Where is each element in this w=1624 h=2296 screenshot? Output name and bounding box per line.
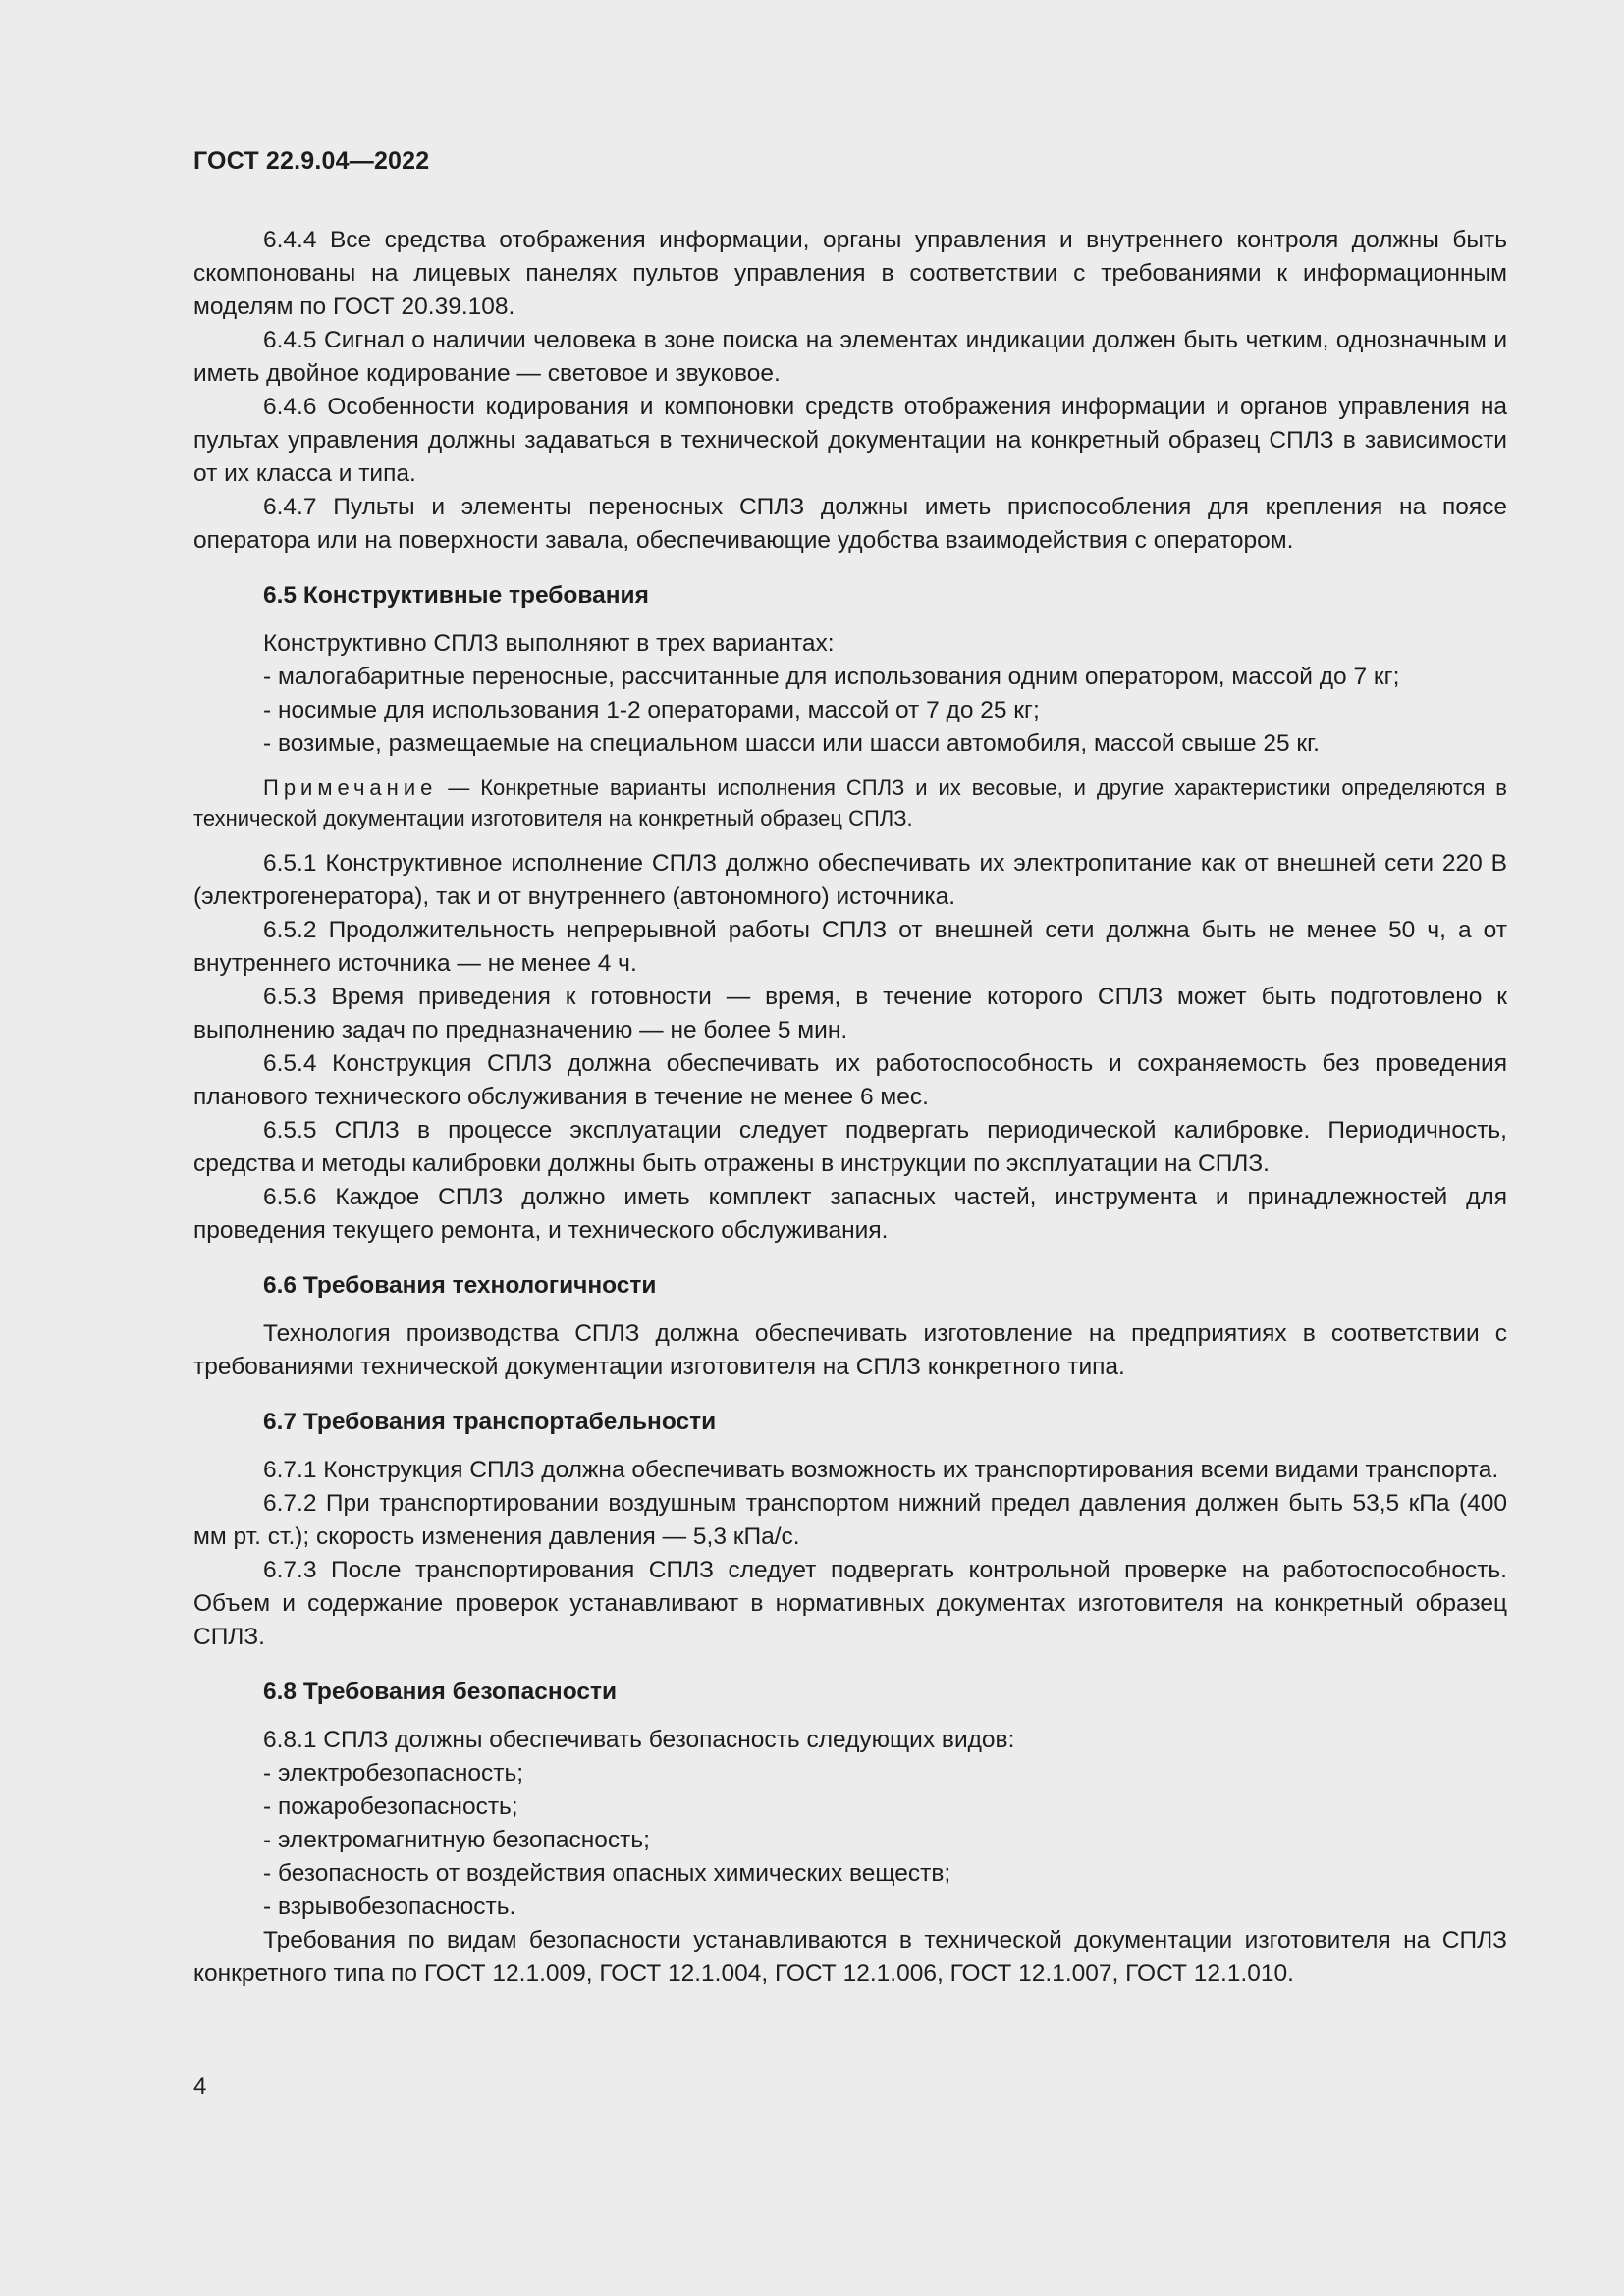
paragraph-6-7-3: 6.7.3 После транспортирования СПЛЗ следует подвергать контрольной проверке на работоспособность. Объем и содержание проверок устанавливают в нормативных документах изготовителя на конкретный образец СПЛЗ. <box>193 1557 1507 1650</box>
paragraph-6-5-1: 6.5.1 Конструктивное исполнение СПЛЗ должно обеспечивать их электропитание как от внешней сети 220 В (электрогенератора), так и от внутреннего (автономного) источника. <box>193 850 1507 910</box>
page-number: 4 <box>193 2073 207 2100</box>
list-item-chemical-safety: - безопасность от воздействия опасных химических веществ; <box>263 1860 951 1887</box>
paragraph-6-5-3: 6.5.3 Время приведения к готовности — время, в течение которого СПЛЗ может быть подготовлено к выполнению задач по предназначению — не более 5 мин. <box>193 984 1507 1043</box>
paragraph-6-4-4: 6.4.4 Все средства отображения информации, органы управления и внутреннего контроля должны быть скомпонованы на лицевых панелях пультов управления в соответствии с требованиями к информационным моделям по ГОСТ 20.39.108. <box>193 227 1507 320</box>
paragraph-6-7-1: 6.7.1 Конструкция СПЛЗ должна обеспечивать возможность их транспортирования всеми видами транспорта. <box>263 1457 1499 1483</box>
paragraph-6-5-6: 6.5.6 Каждое СПЛЗ должно иметь комплект запасных частей, инструмента и принадлежностей для проведения текущего ремонта, и технического обслуживания. <box>193 1184 1507 1244</box>
section-title-6-8: 6.8 Требования безопасности <box>263 1679 618 1705</box>
paragraph-6-4-6: 6.4.6 Особенности кодирования и компоновки средств отображения информации и органов управления на пультах управления должны задаваться в технической документации на конкретный образец СПЛЗ в зависимости от их класса и типа. <box>193 394 1507 487</box>
paragraph-6-4-7: 6.4.7 Пульты и элементы переносных СПЛЗ должны иметь приспособления для крепления на поясе оператора или на поверхности завала, обеспечивающие удобства взаимодействия с оператором. <box>193 494 1507 554</box>
list-item-wearable: - носимые для использования 1-2 операторами, массой от 7 до 25 кг; <box>263 697 1040 723</box>
list-item-fire-safety: - пожаробезопасность; <box>263 1793 518 1820</box>
list-item-electrical-safety: - электробезопасность; <box>263 1760 524 1787</box>
note-label: Примечание <box>263 775 438 800</box>
page-content <box>193 224 1507 1991</box>
paragraph-6-6: Технология производства СПЛЗ должна обеспечивать изготовление на предприятиях в соответствии с требованиями технической документации изготовителя на СПЛЗ конкретного типа. <box>193 1320 1507 1380</box>
paragraph-6-5-2: 6.5.2 Продолжительность непрерывной работы СПЛЗ от внешней сети должна быть не менее 50 ч, а от внутреннего источника — не менее 4 ч. <box>193 917 1507 977</box>
section-title-6-5: 6.5 Конструктивные требования <box>263 582 649 609</box>
paragraph-6-7-2: 6.7.2 При транспортировании воздушным транспортом нижний предел давления должен быть 53,5 кПа (400 мм рт. ст.); скорость изменения давления — 5,3 кПа/с. <box>193 1490 1507 1550</box>
paragraph-6-5-5: 6.5.5 СПЛЗ в процессе эксплуатации следует подвергать периодической калибровке. Периодичность, средства и методы калибровки должны быть отражены в инструкции по эксплуатации на СПЛЗ. <box>193 1117 1507 1177</box>
document-header: ГОСТ 22.9.04—2022 <box>193 147 430 175</box>
section-title-6-6: 6.6 Требования технологичности <box>263 1272 657 1299</box>
paragraph-6-8-1: 6.8.1 СПЛЗ должны обеспечивать безопасность следующих видов: <box>263 1727 1015 1753</box>
paragraph-6-8-closing: Требования по видам безопасности устанавливаются в технической документации изготовителя на СПЛЗ конкретного типа по ГОСТ 12.1.009, ГОСТ 12.1.004, ГОСТ 12.1.006, ГОСТ 12.1.007, ГОСТ 12.1.010. <box>193 1927 1507 1987</box>
note-text: — Конкретные варианты исполнения СПЛЗ и их весовые, и другие характеристики определяются в технической документации изготовителя на конкретный образец СПЛЗ. <box>193 775 1507 830</box>
section-6-5-intro: Конструктивно СПЛЗ выполняют в трех вариантах: <box>263 630 835 657</box>
section-title-6-7: 6.7 Требования транспортабельности <box>263 1409 717 1435</box>
note <box>193 773 1507 833</box>
list-item-em-safety: - электромагнитную безопасность; <box>263 1827 650 1853</box>
list-item-vehicle: - возимые, размещаемые на специальном шасси или шасси автомобиля, массой свыше 25 кг. <box>263 730 1320 757</box>
list-item-explosion-safety: - взрывобезопасность. <box>263 1894 516 1920</box>
paragraph-6-4-5: 6.4.5 Сигнал о наличии человека в зоне поиска на элементах индикации должен быть четким, однозначным и иметь двойное кодирование — световое и звуковое. <box>193 327 1507 387</box>
paragraph-6-5-4: 6.5.4 Конструкция СПЛЗ должна обеспечивать их работоспособность и сохраняемость без проведения планового технического обслуживания в течение не менее 6 мес. <box>193 1050 1507 1110</box>
list-item-portable: - малогабаритные переносные, рассчитанные для использования одним оператором, массой до 7 кг; <box>263 664 1400 690</box>
